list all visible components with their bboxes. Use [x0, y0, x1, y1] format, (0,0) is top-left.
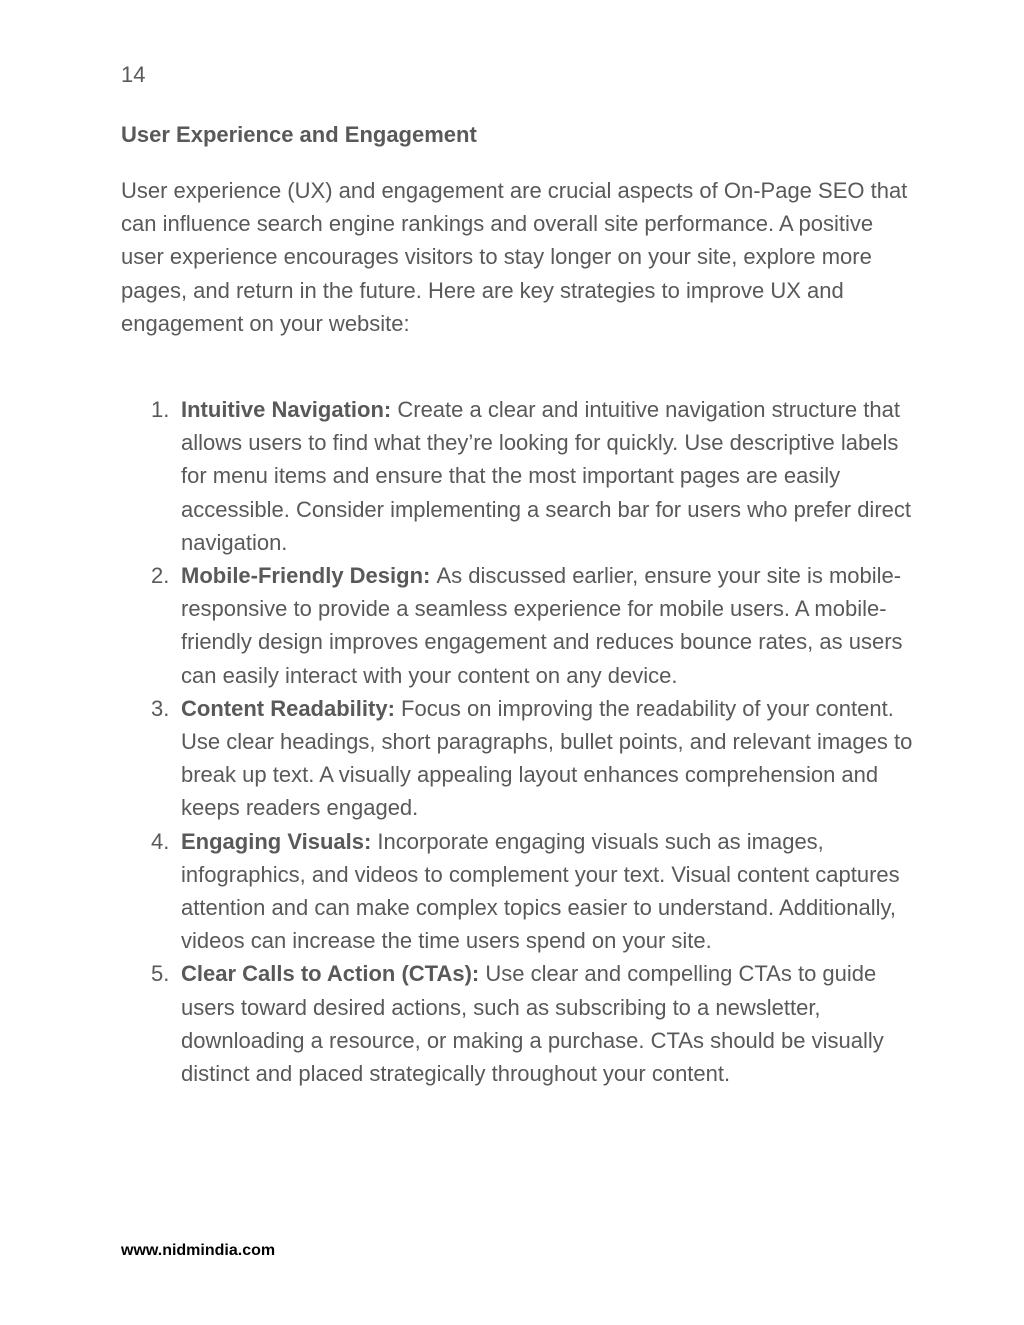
section-heading: User Experience and Engagement [121, 122, 477, 147]
list-item-title: Engaging Visuals: [181, 828, 378, 854]
list-item [121, 692, 921, 825]
list-item [121, 957, 921, 1090]
list-item-number: 5. [151, 961, 170, 987]
list-item-text: Use clear and compelling CTAs to guide users toward desired actions, such as subscribing to a newsletter, downloading a resource, or making a purchase. CTAs should be visually distinct and placed strategically throughout your content. [181, 961, 884, 1087]
intro-paragraph: User experience (UX) and engagement are crucial aspects of On-Page SEO that can influence search engine rankings and overall site performance. A positive user experience encourages visitors to stay longer on your site, explore more pages, and return in the future. Here are key strategies to improve UX and engagement on your website: [121, 178, 908, 336]
list-item [121, 559, 921, 692]
list-item-number: 4. [151, 828, 170, 854]
list-item-title: Intuitive Navigation: [181, 397, 398, 422]
list-item-number: 2. [151, 563, 170, 589]
list-item-text: Create a clear and intuitive navigation structure that allows users to find what they’re looking for quickly. Use descriptive labels for menu items and ensure that the most important pages are easily accessible. Consider implementing a search bar for users who prefer direct navigation. [181, 397, 911, 555]
list-item [121, 825, 921, 958]
list-item-title: Content Readability: [181, 695, 402, 721]
list-item-number: 1. [151, 397, 170, 422]
list-item-title: Clear Calls to Action (CTAs): [181, 961, 486, 987]
list-item-text: Incorporate engaging visuals such as images, infographics, and videos to complement your text. Visual content captures attention and can make complex topics easier to understand. Additionally, videos can increase the time users spend on your site. [181, 828, 900, 954]
footer-url: www.nidmindia.com [121, 1242, 276, 1259]
strategy-list [121, 393, 921, 1090]
list-item-number: 3. [151, 695, 170, 721]
page-number: 14 [121, 62, 146, 87]
list-item-text: Focus on improving the readability of your content. Use clear headings, short paragraphs, bullet points, and relevant images to break up text. A visually appealing layout enhances comprehension and keeps readers engaged. [181, 695, 913, 821]
list-item-title: Mobile-Friendly Design: [181, 563, 437, 589]
list-item-text: As discussed earlier, ensure your site is mobile-responsive to provide a seamless experience for mobile users. A mobile-friendly design improves engagement and reduces bounce rates, as users can easily interact with your content on any device. [181, 563, 903, 688]
list-item [121, 393, 921, 559]
